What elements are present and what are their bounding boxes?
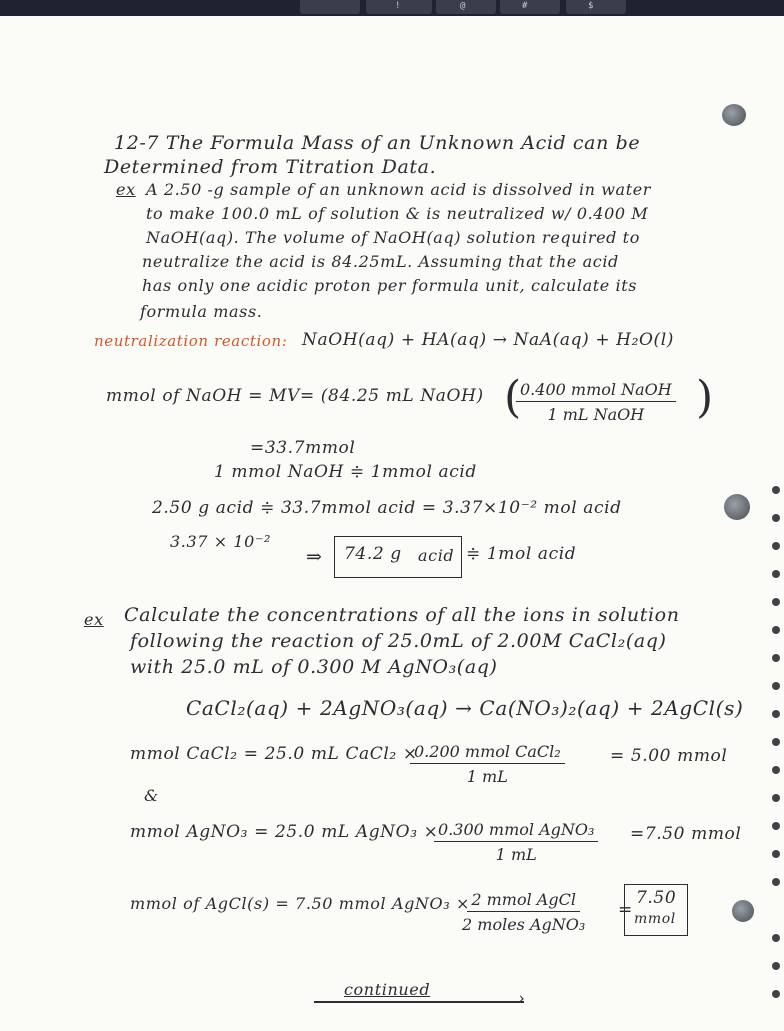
arrow-symbol: ⇒: [306, 546, 323, 568]
calculation-line: mmol of NaOH = MV= (84.25 mL NaOH): [106, 386, 484, 406]
example-label: ex: [116, 180, 136, 199]
section-title-cont: Determined from Titration Data.: [104, 156, 437, 178]
close-paren: ): [696, 372, 714, 423]
fraction-numerator: 0.300 mmol AgNO₃: [434, 820, 598, 842]
chemical-equation: CaCl₂(aq) + 2AgNO₃(aq) → Ca(NO₃)₂(aq) + 2AgCl(s): [186, 696, 744, 720]
binder-hole: [732, 900, 754, 922]
keyboard-key-label: #: [522, 1, 528, 11]
spiral-dot: [772, 542, 780, 550]
fraction-numerator: 2 mmol AgCl: [467, 890, 580, 912]
and-symbol: &: [144, 786, 159, 805]
calc-line: 3.37 × 10⁻²: [170, 532, 272, 551]
problem-statement-line: A 2.50 -g sample of an unknown acid is dissolved in water: [146, 180, 652, 199]
spiral-dot: [772, 738, 780, 746]
keyboard-key: [566, 0, 626, 14]
keyboard-key-label: @: [460, 1, 466, 11]
result-value: =7.50 mmol: [630, 824, 742, 844]
spiral-dot: [772, 794, 780, 802]
conversion-fraction: [434, 820, 598, 864]
calculation-line: mmol AgNO₃ = 25.0 mL AgNO₃ ×: [130, 822, 439, 842]
keyboard-key-label: $: [588, 1, 594, 11]
keyboard-key: [500, 0, 560, 14]
spiral-dot: [772, 598, 780, 606]
spiral-dot: [772, 822, 780, 830]
spiral-dot: [772, 990, 780, 998]
equals-sign: =: [618, 900, 633, 920]
problem-statement-line: to make 100.0 mL of solution & is neutralized w/ 0.400 M: [146, 204, 649, 223]
conversion-fraction: [462, 890, 585, 934]
notebook-page: [0, 16, 784, 1031]
result-unit: mmol: [634, 911, 676, 927]
fraction-denominator: 1 mL: [495, 845, 537, 864]
spiral-dot: [772, 962, 780, 970]
answer-value: 74.2 g: [344, 544, 402, 564]
fraction-denominator: 1 mL NaOH: [547, 405, 645, 424]
spiral-dot: [772, 934, 780, 942]
spiral-dot: [772, 626, 780, 634]
fraction-denominator: 1 mL: [466, 767, 508, 786]
keyboard-key: [300, 0, 360, 14]
reaction-label: neutralization reaction:: [94, 332, 288, 350]
problem-statement-line: following the reaction of 25.0mL of 2.00M CaCl₂(aq): [130, 630, 667, 652]
answer-equivalence: ≑ 1mol acid: [466, 544, 577, 564]
conversion-fraction: [516, 380, 676, 424]
spiral-dot: [772, 710, 780, 718]
spiral-dot: [772, 878, 780, 886]
problem-statement-line: has only one acidic proton per formula unit, calculate its: [142, 276, 638, 295]
spiral-dot: [772, 514, 780, 522]
spiral-dot: [772, 766, 780, 774]
binder-hole: [724, 494, 750, 520]
problem-statement-line: with 25.0 mL of 0.300 M AgNO₃(aq): [130, 656, 498, 678]
fraction-numerator: 0.400 mmol NaOH: [516, 380, 676, 402]
conversion-fraction: [410, 742, 565, 786]
equivalence-line: 1 mmol NaOH ≑ 1mmol acid: [214, 462, 477, 482]
spiral-dot: [772, 486, 780, 494]
problem-statement-line: Calculate the concentrations of all the ions in solution: [124, 604, 680, 626]
fraction-numerator: 0.200 mmol CaCl₂: [410, 742, 565, 764]
section-title: 12-7 The Formula Mass of an Unknown Acid can be: [114, 132, 641, 154]
calculation-line: mmol CaCl₂ = 25.0 mL CaCl₂ ×: [130, 744, 418, 764]
result-value: = 5.00 mmol: [610, 746, 728, 766]
chemical-equation: NaOH(aq) + HA(aq) → NaA(aq) + H₂O(l): [302, 330, 675, 350]
problem-statement-line: formula mass.: [140, 302, 263, 321]
spiral-dot: [772, 570, 780, 578]
spiral-dot: [772, 682, 780, 690]
result-value: 7.50: [636, 888, 677, 908]
problem-statement-line: NaOH(aq). The volume of NaOH(aq) solution required to: [146, 228, 640, 247]
result-value: =33.7mmol: [250, 438, 356, 458]
answer-unit: acid: [418, 546, 455, 565]
fraction-denominator: 2 moles AgNO₃: [462, 915, 586, 934]
open-paren: (: [504, 372, 522, 423]
example-label: ex: [84, 610, 104, 629]
spiral-dot: [772, 654, 780, 662]
spiral-dot: [772, 850, 780, 858]
continued-arrow-line: [314, 1001, 524, 1003]
calculation-line: mmol of AgCl(s) = 7.50 mmol AgNO₃ ×: [130, 894, 470, 913]
problem-statement-line: neutralize the acid is 84.25mL. Assuming that the acid: [142, 252, 619, 271]
keyboard-key: [436, 0, 496, 14]
arrow-icon: ›: [518, 989, 526, 1009]
keyboard-key-label: !: [395, 1, 401, 11]
continued-label: continued: [344, 980, 431, 999]
mass-line: 2.50 g acid ≑ 33.7mmol acid = 3.37×10⁻² mol acid: [152, 498, 622, 518]
binder-hole: [722, 104, 746, 126]
